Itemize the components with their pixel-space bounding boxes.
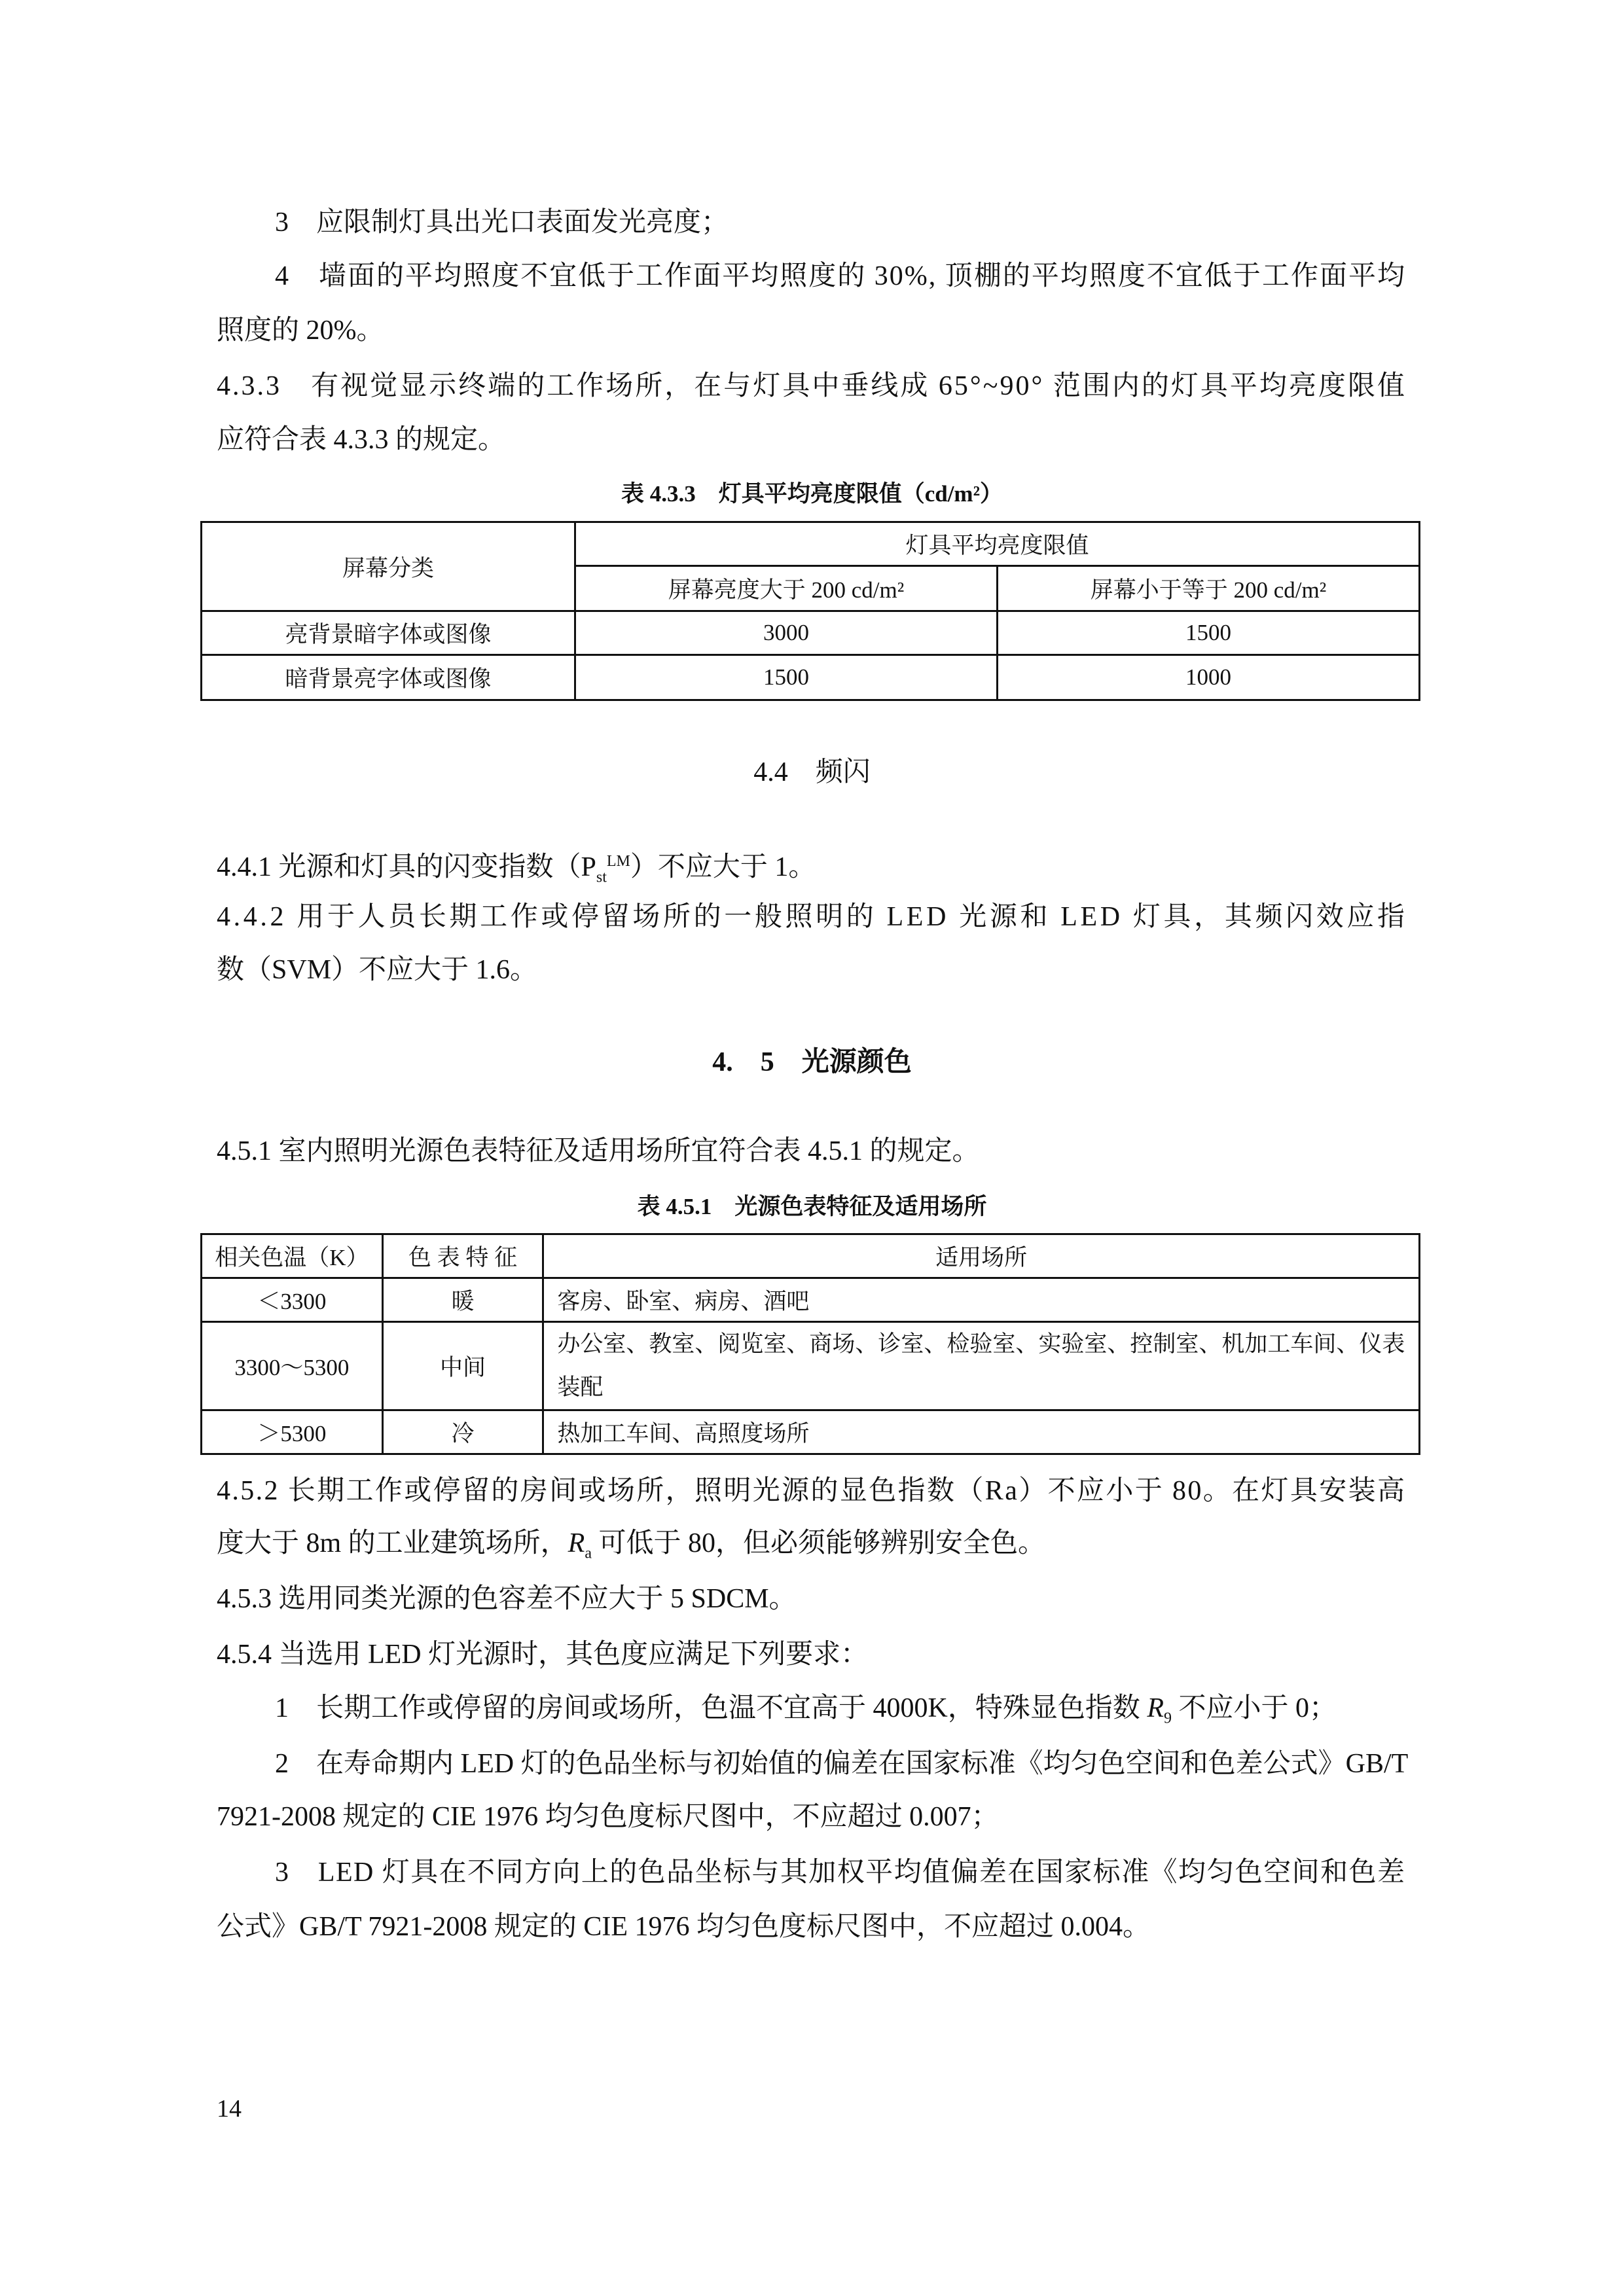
clause-4-5-1: 4.5.1 室内照明光源色表特征及适用场所宜符合表 4.5.1 的规定。	[217, 1136, 980, 1166]
cell: 暗背景亮字体或图像	[202, 655, 575, 700]
cell: 办公室、教室、阅览室、商场、诊室、检验室、实验室、控制室、机加工车间、仪表装配	[543, 1322, 1420, 1410]
header-places: 适用场所	[543, 1234, 1420, 1278]
clause-item-4-line2: 照度的 20%。	[217, 315, 384, 346]
table-4-5-1	[200, 1233, 1420, 1455]
clause-4-5-2-line2	[217, 1524, 1405, 1573]
table-row	[202, 1322, 1420, 1410]
requirement-item-2-line2: 7921-2008 规定的 CIE 1976 均匀色度标尺图中，不应超过 0.007；	[217, 1802, 999, 1832]
subscript: a	[585, 1545, 592, 1562]
clause-4-4-2-line2: 数（SVM）不应大于 1.6。	[217, 955, 538, 985]
cell: 1500	[575, 655, 998, 700]
cell: 3000	[575, 611, 998, 655]
clause-4-5-2-line1: 4.5.2 长期工作或停留的房间或场所，照明光源的显色指数（Ra）不应小于 80。在灯具安装高	[217, 1476, 1407, 1506]
page-number: 14	[217, 2095, 242, 2123]
clause-4-5-4: 4.5.4 当选用 LED 灯光源时，其色度应满足下列要求：	[217, 1640, 869, 1670]
superscript: LM	[606, 853, 630, 870]
symbol: R	[1147, 1693, 1164, 1723]
clause-4-3-3-line2: 应符合表 4.3.3 的规定。	[217, 425, 506, 455]
header-col1: 屏幕亮度大于 200 cd/m²	[575, 566, 998, 611]
header-screen-class: 屏幕分类	[202, 522, 575, 611]
clause-4-3-3-line1: 4.3.3 有视觉显示终端的工作场所，在与灯具中垂线成 65°~90° 范围内的灯具平均亮度限值	[217, 371, 1407, 401]
clause-4-4-1	[217, 842, 1405, 897]
section-heading-4-4: 4.4 频闪	[753, 757, 871, 787]
cell: 亮背景暗字体或图像	[202, 611, 575, 655]
table-row	[202, 611, 1420, 655]
text: 不应小于 0；	[1172, 1693, 1337, 1723]
subscript: st	[596, 869, 607, 886]
header-cct: 相关色温（K）	[202, 1234, 383, 1278]
table-row	[202, 1410, 1420, 1454]
cell: ＜3300	[202, 1278, 383, 1322]
table-row	[202, 655, 1420, 700]
requirement-item-3-line1: 3 LED 灯具在不同方向上的色品坐标与其加权平均值偏差在国家标准《均匀色空间和色差	[275, 1857, 1406, 1888]
table-row	[202, 1278, 1420, 1322]
clause-4-4-2-line1: 4.4.2 用于人员长期工作或停留场所的一般照明的 LED 光源和 LED 灯具，其频闪效应指	[217, 902, 1408, 932]
text: 1 长期工作或停留的房间或场所，色温不宜高于 4000K，特殊显色指数	[275, 1693, 1147, 1723]
header-appearance: 色 表 特 征	[382, 1234, 543, 1278]
clause-item-4-line1: 4 墙面的平均照度不宜低于工作面平均照度的 30%, 顶棚的平均照度不宜低于工作面平均	[275, 261, 1407, 291]
clause-item-3: 3 应限制灯具出光口表面发光亮度；	[275, 207, 729, 238]
requirement-item-1	[275, 1689, 1405, 1738]
symbol: R	[568, 1528, 585, 1558]
cell: 1000	[998, 655, 1420, 700]
requirement-item-2-line1: 2 在寿命期内 LED 灯的色品坐标与初始值的偏差在国家标准《均匀色空间和色差公式》GB/T	[275, 1749, 1409, 1779]
cell: 1500	[998, 611, 1420, 655]
table-4-3-3	[200, 521, 1420, 701]
table-4-3-3-caption: 表 4.3.3 灯具平均亮度限值（cd/m²）	[621, 481, 1003, 507]
cell: 热加工车间、高照度场所	[543, 1410, 1420, 1454]
text: ）不应大于 1。	[630, 852, 816, 882]
header-group: 灯具平均亮度限值	[575, 522, 1420, 566]
header-col2: 屏幕小于等于 200 cd/m²	[998, 566, 1420, 611]
cell: ＞5300	[202, 1410, 383, 1454]
table-4-5-1-caption: 表 4.5.1 光源色表特征及适用场所	[637, 1194, 987, 1219]
requirement-item-3-line2: 公式》GB/T 7921-2008 规定的 CIE 1976 均匀色度标尺图中，不应超过 0.004。	[217, 1912, 1151, 1942]
subscript: 9	[1164, 1710, 1172, 1727]
cell: 3300～5300	[202, 1322, 383, 1410]
text: 可低于 80，但必须能够辨别安全色。	[591, 1528, 1045, 1558]
text: 度大于 8m 的工业建筑场所，	[217, 1528, 568, 1558]
cell: 中间	[382, 1322, 543, 1410]
cell: 暖	[382, 1278, 543, 1322]
cell: 客房、卧室、病房、酒吧	[543, 1278, 1420, 1322]
cell: 冷	[382, 1410, 543, 1454]
text: 4.4.1 光源和灯具的闪变指数（P	[217, 852, 596, 882]
section-heading-4-5: 4. 5 光源颜色	[712, 1047, 912, 1077]
clause-4-5-3: 4.5.3 选用同类光源的色容差不应大于 5 SDCM。	[217, 1584, 797, 1614]
